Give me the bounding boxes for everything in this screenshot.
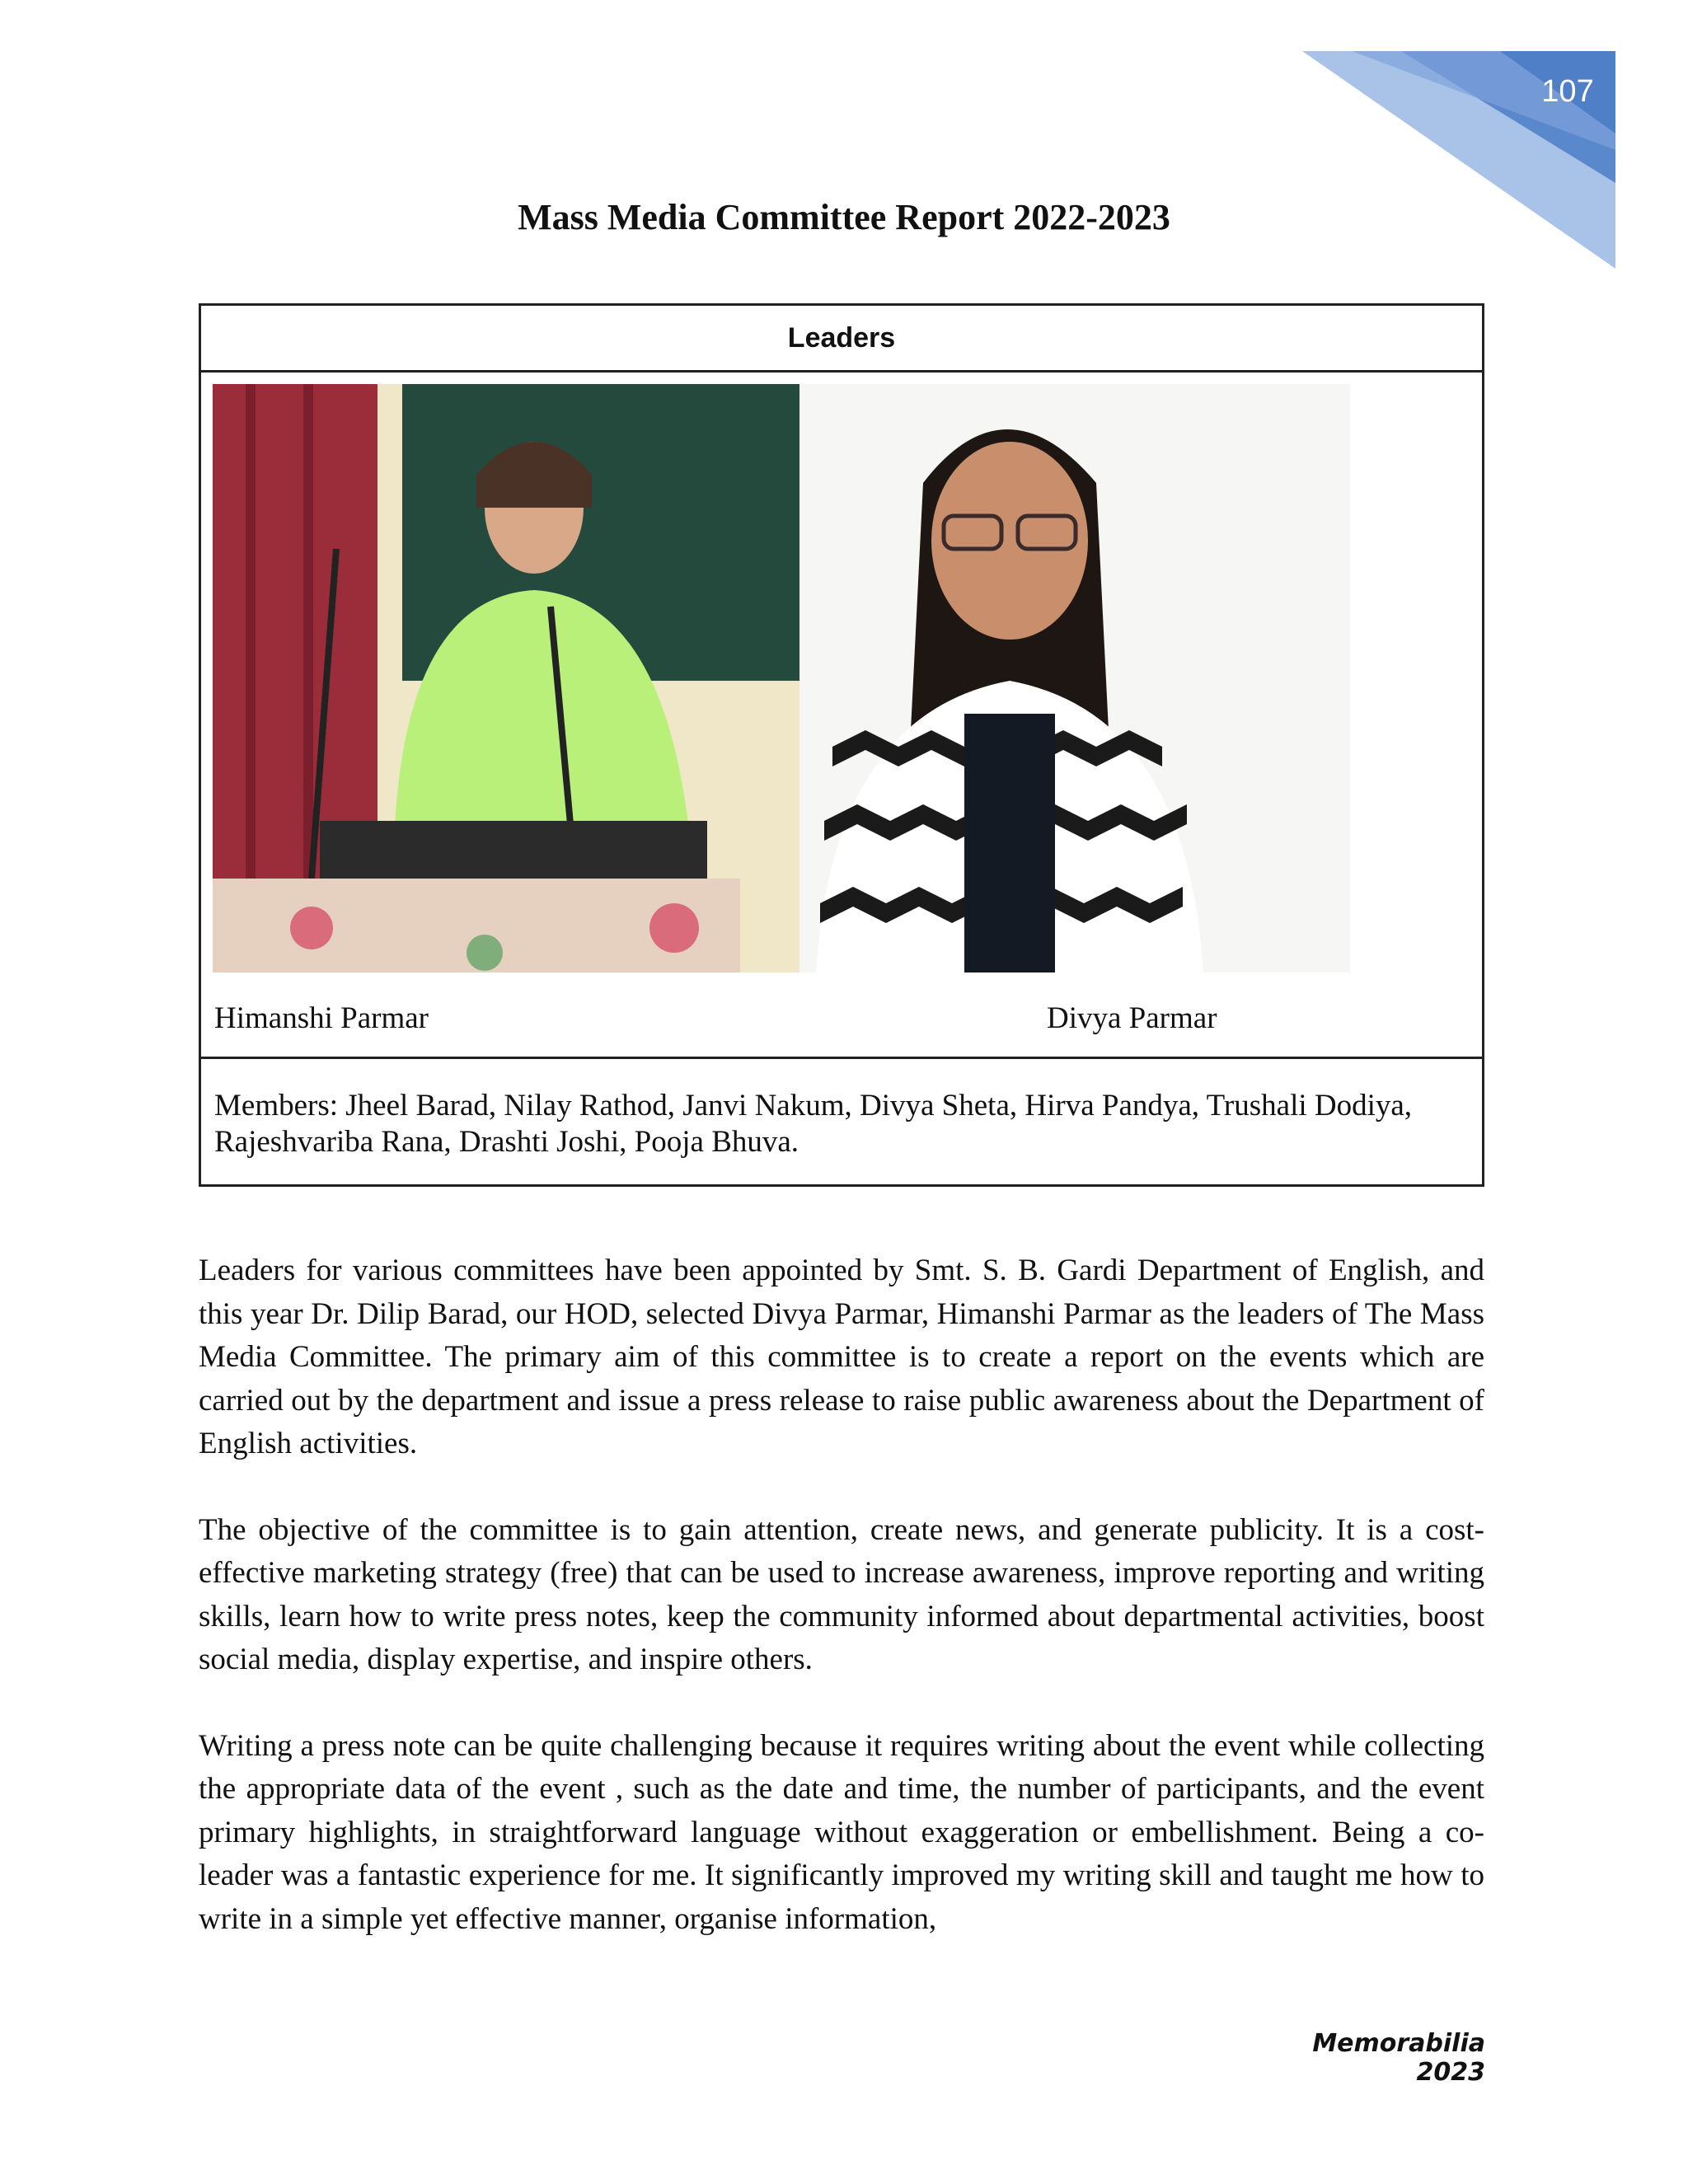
page-number: 107	[1541, 74, 1594, 109]
report-body	[199, 1249, 1484, 1984]
leader-name-left: Himanshi Parmar	[214, 1001, 429, 1035]
footer-signature: Memorabilia 2023	[1312, 2029, 1485, 2087]
members-list: Members: Jheel Barad, Nilay Rathod, Janvi Nakum, Divya Sheta, Hirva Pandya, Trushali Dodiya, Rajeshvariba Rana, Drashti Joshi, Pooja Bhuva.	[200, 1058, 1484, 1186]
leaders-table	[199, 303, 1484, 1187]
paragraph-press-note: Writing a press note can be quite challenging because it requires writing about the event while collecting the appropriate data of the event , such as the date and time, the number of participants, and the event primary highlights, in straightforward language without exaggeration or embellishment. Being a co-leader was a fantastic experience for me. It significantly improved my writing skill and taught me how to write in a simple yet effective manner, organise information,	[199, 1728, 1484, 1936]
leader-photo-right	[799, 384, 1350, 972]
leader-photo-left	[213, 384, 799, 972]
leaders-photo-cell	[200, 372, 1484, 1058]
leader-name-right: Divya Parmar	[1047, 1001, 1217, 1035]
leaders-header: Leaders	[200, 305, 1484, 372]
page-title: Mass Media Committee Report 2022-2023	[518, 197, 1170, 237]
paragraph-objective: The objective of the committee is to gain attention, create news, and generate publicity. It is a cost-effective marketing strategy (free) that can be used to increase awareness, improve reporting and writing skills, learn how to write press notes, keep the community informed about departmental activities, boost social media, display expertise, and inspire others.	[199, 1512, 1484, 1676]
paragraph-leaders: Leaders for various committees have been appointed by Smt. S. B. Gardi Department of English, and this year Dr. Dilip Barad, our HOD, selected Divya Parmar, Himanshi Parmar as the leaders of The Mass Media Committee. The primary aim of this committee is to create a report on the events which are carried out by the department and issue a press release to raise public awareness about the Department of English activities.	[199, 1254, 1484, 1460]
